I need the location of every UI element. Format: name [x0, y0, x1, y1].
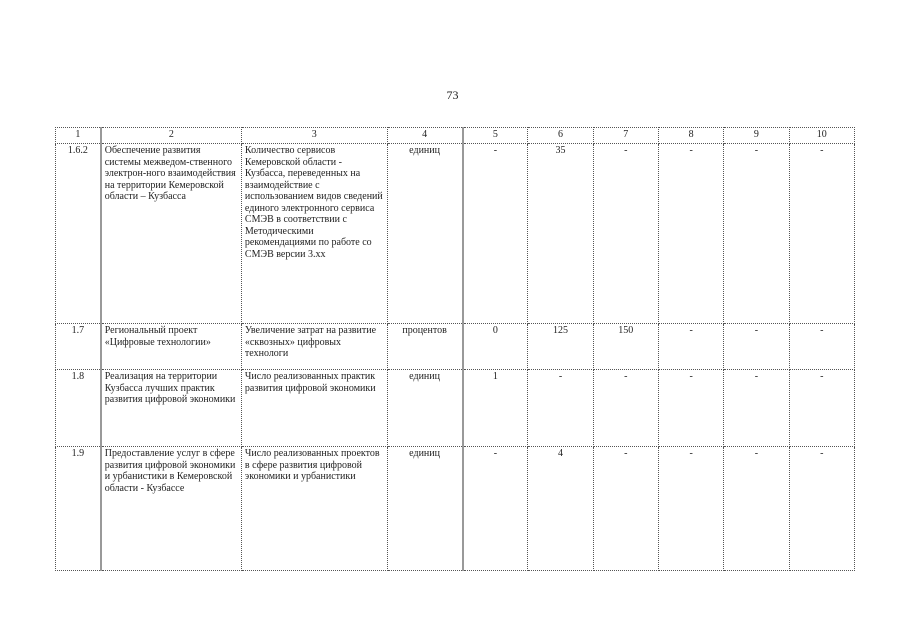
table-cell: единиц [387, 370, 462, 447]
table-cell: - [463, 447, 528, 571]
table-cell: - [789, 447, 854, 571]
table-cell: Реализация на территории Кузбасса лучших практик развития цифровой экономики [101, 370, 242, 447]
table-cell: 1.9 [56, 447, 101, 571]
table-row [56, 447, 855, 571]
table-cell: - [724, 144, 789, 324]
table-cell: - [593, 447, 658, 571]
table-cell: Предоставление услуг в сфере развития цифровой экономики и урбанистики в Кемеровской области - Кузбассе [101, 447, 242, 571]
table-cell: - [658, 144, 723, 324]
table-cell: - [724, 370, 789, 447]
page-number: 73 [446, 88, 459, 102]
table-row [56, 370, 855, 447]
table-cell: - [658, 324, 723, 370]
table-cell: 125 [528, 324, 593, 370]
table-cell: - [789, 370, 854, 447]
table-cell: Увеличение затрат на развитие «сквозных» цифровых технологи [241, 324, 387, 370]
table-cell: 35 [528, 144, 593, 324]
table-cell: - [658, 370, 723, 447]
table-cell: Региональный проект «Цифровые технологии» [101, 324, 242, 370]
table-cell: 0 [463, 324, 528, 370]
table-row [56, 324, 855, 370]
table-cell: единиц [387, 447, 462, 571]
table-cell: процентов [387, 324, 462, 370]
column-header: 3 [241, 128, 387, 144]
table-cell: - [528, 370, 593, 447]
table-cell: 1.7 [56, 324, 101, 370]
column-header: 8 [658, 128, 723, 144]
table-header-row [56, 128, 855, 144]
table-cell: 1.8 [56, 370, 101, 447]
table-cell: - [593, 370, 658, 447]
column-header: 2 [101, 128, 242, 144]
table-cell: - [463, 144, 528, 324]
table-cell: - [593, 144, 658, 324]
column-header: 9 [724, 128, 789, 144]
table-cell: 1 [463, 370, 528, 447]
column-header: 6 [528, 128, 593, 144]
table-cell: 4 [528, 447, 593, 571]
table-cell: - [658, 447, 723, 571]
table-cell: - [724, 447, 789, 571]
table-cell: - [789, 144, 854, 324]
table-cell: единиц [387, 144, 462, 324]
table-cell: 150 [593, 324, 658, 370]
table-row [56, 144, 855, 324]
indicators-table [55, 127, 855, 571]
table-cell: - [724, 324, 789, 370]
table-cell: Число реализованных практик развития цифровой экономики [241, 370, 387, 447]
table-cell: Количество сервисов Кемеровской области - Кузбасса, переведенных на взаимодействие с использованием видов сведений единого электронного сервиса СМЭВ в соответствии с Методическими рекомендациями по работе со СМЭВ версии 3.хх [241, 144, 387, 324]
table-cell: 1.6.2 [56, 144, 101, 324]
column-header: 10 [789, 128, 854, 144]
table-cell: Обеспечение развития системы межведом-ственного электрон-ного взаимодействия на территории Кемеровской области – Кузбасса [101, 144, 242, 324]
table-cell: - [789, 324, 854, 370]
column-header: 4 [387, 128, 462, 144]
column-header: 1 [56, 128, 101, 144]
column-header: 5 [463, 128, 528, 144]
column-header: 7 [593, 128, 658, 144]
table-cell: Число реализованных проектов в сфере развития цифровой экономики и урбанистики [241, 447, 387, 571]
